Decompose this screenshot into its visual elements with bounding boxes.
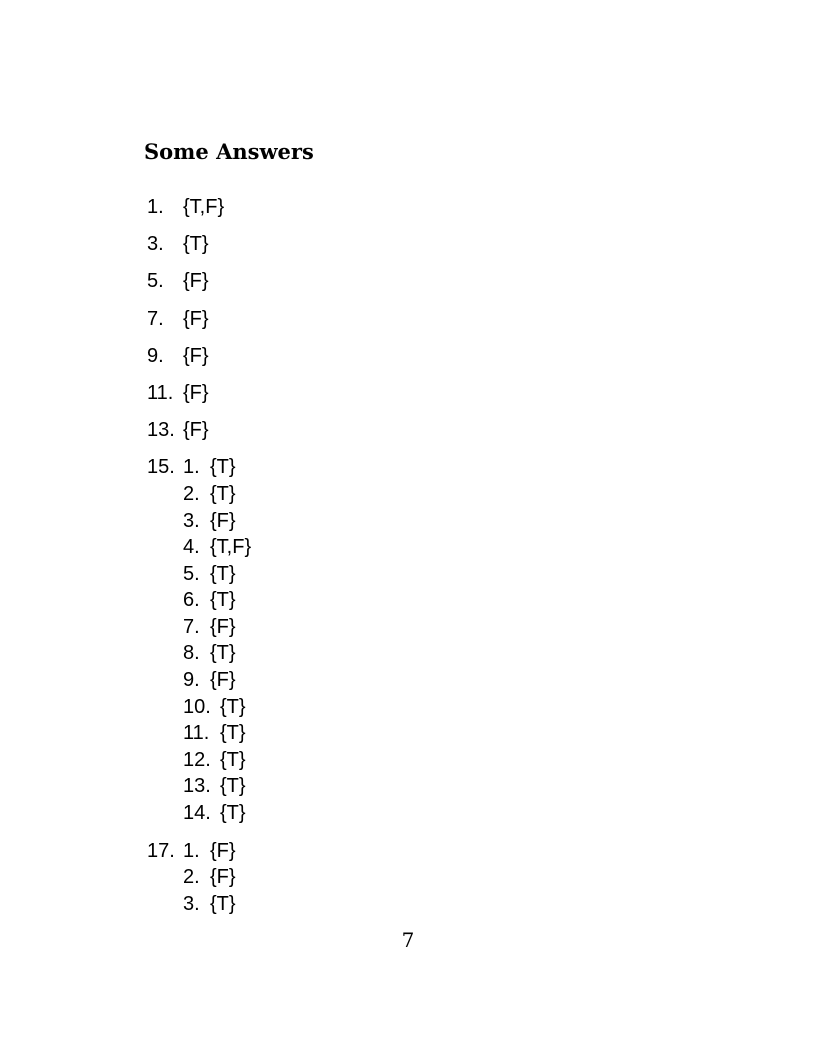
answer-item [147,417,567,443]
part-number: 2. [183,482,200,505]
part-value: {T} [220,775,246,798]
answer-number: 9. [147,344,164,367]
answer-value: {T} [183,233,209,256]
answer-part [183,773,567,800]
part-value: {F} [210,615,236,638]
part-number: 5. [183,562,200,585]
answer-part [183,561,567,588]
part-number: 3. [183,892,200,915]
answer-part [183,481,567,508]
answer-number: 1. [147,196,164,218]
part-value: {F} [210,509,236,532]
part-value: {F} [210,866,236,889]
part-number: 10. [183,695,211,718]
part-value: {T} [210,642,236,665]
answer-item [147,268,567,294]
answer-number: 3. [147,233,164,256]
answer-part [183,747,567,774]
part-value: {T} [210,482,236,505]
answer-item [147,306,567,332]
answer-item [147,343,567,369]
answer-part [183,838,567,865]
part-value: {T,F} [210,536,252,559]
part-number: 11. [183,722,210,745]
answer-number: 5. [147,270,164,293]
answer-part [183,864,567,891]
answer-number: 13. [147,419,175,442]
answer-item [147,231,567,257]
answer-part [183,694,567,721]
part-number: 1. [183,456,200,479]
part-number: 7. [183,615,200,638]
part-number: 12. [183,748,211,771]
answer-part [183,667,567,694]
answer-part [183,800,567,827]
part-value: {T} [210,589,236,612]
answer-value: {F} [183,419,209,442]
answer-item [147,194,567,220]
answer-part [183,891,567,918]
answer-value: {T,F} [183,196,225,218]
answer-parts-list [183,838,567,918]
page-number: 7 [401,928,415,952]
answer-number: 11. [147,381,174,404]
answer-number: 17. [147,839,175,862]
answer-value: {F} [183,270,209,293]
answer-item [147,380,567,406]
answer-item-with-parts [147,454,567,826]
part-value: {T} [210,456,236,479]
part-number: 6. [183,589,200,612]
answer-part [183,720,567,747]
part-number: 3. [183,509,200,532]
answer-item-with-parts [147,838,567,918]
answer-part [183,534,567,561]
answer-value: {F} [183,307,209,330]
part-value: {T} [220,748,246,771]
answer-list [147,194,567,928]
part-number: 9. [183,669,200,692]
part-number: 4. [183,536,200,559]
section-heading: Some Answers [144,139,314,164]
part-value: {T} [210,562,236,585]
part-value: {F} [210,669,236,692]
answer-parts-list [183,454,567,826]
part-value: {T} [210,892,236,915]
answer-number: 15. [147,456,175,479]
answer-value: {F} [183,381,209,404]
answer-part [183,614,567,641]
part-number: 2. [183,866,200,889]
answer-part [183,640,567,667]
part-value: {F} [210,839,236,862]
part-value: {T} [220,802,246,825]
answer-part [183,508,567,535]
answer-part [183,587,567,614]
part-number: 8. [183,642,200,665]
part-value: {T} [220,722,246,745]
part-value: {T} [220,695,246,718]
part-number: 13. [183,775,211,798]
answer-number: 7. [147,307,164,330]
part-number: 1. [183,839,200,862]
answer-value: {F} [183,344,209,367]
part-number: 14. [183,802,211,825]
answer-part [183,454,567,481]
